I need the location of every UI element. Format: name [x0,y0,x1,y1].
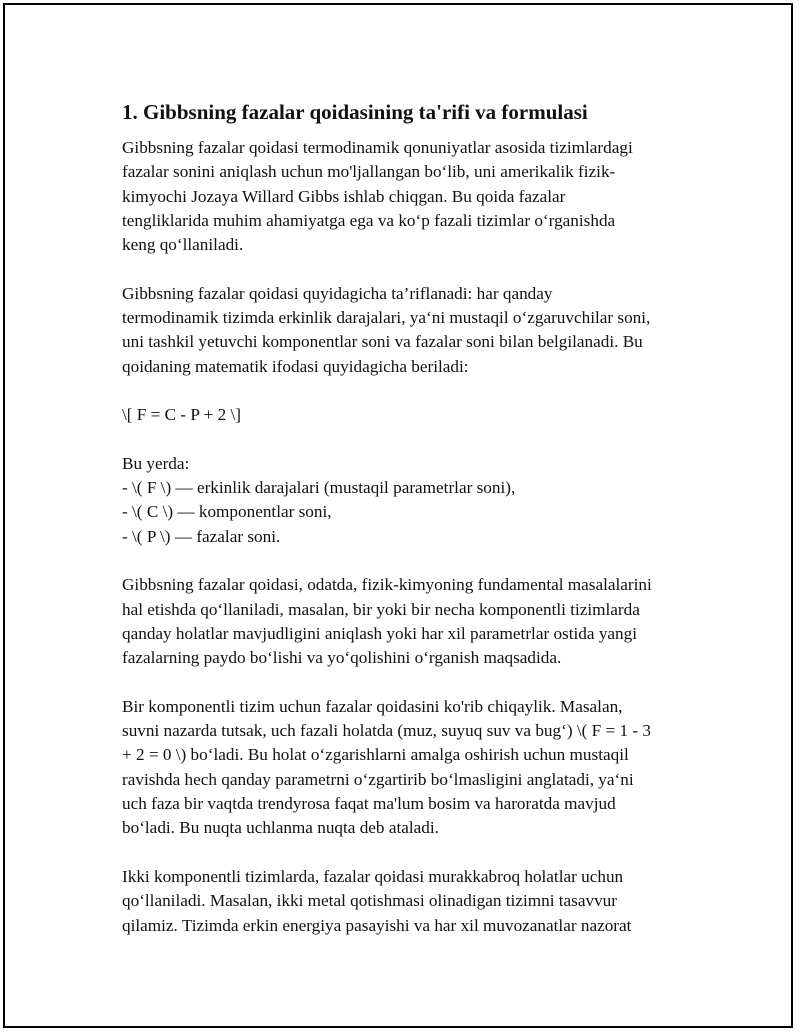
formula: \[ F = C - P + 2 \] [122,405,242,425]
text-line: fazalarning paydo bo‘lishi va yo‘qolishini o‘rganish maqsadida. [122,648,562,668]
text-line: Ikki komponentli tizimlarda, fazalar qoidasi murakkabroq holatlar uchun [122,866,624,886]
text-line: ravishda hech qanday parametrni o‘zgartirib bo‘lmasligini anglatadi, ya‘ni [122,769,634,789]
text-line: kimyochi Jozaya Willard Gibbs ishlab chiqgan. Bu qoida fazalar [122,186,566,206]
paragraph-intro [122,136,702,257]
paragraph-variables [122,452,702,549]
text-line: Gibbsning fazalar qoidasi quyidagicha ta’riflanadi: har qanday [122,283,553,303]
text-line: keng qo‘llaniladi. [122,235,244,255]
text-line: + 2 = 0 \) bo‘ladi. Bu holat o‘zgarishlarni amalga oshirish uchun mustaqil [122,745,629,765]
text-line: hal etishda qo‘llaniladi, masalan, bir yoki bir necha komponentli tizimlarda [122,599,640,619]
document-body [122,97,702,962]
paragraph-applications [122,573,702,670]
text-line: qilamiz. Tizimda erkin energiya pasayishi va har xil muvozanatlar nazorat [122,915,632,935]
text-line: qanday holatlar mavjudligini aniqlash yoki har xil parametrlar ostida yangi [122,623,638,643]
text-line: fazalar sonini aniqlash uchun mo'ljallangan bo‘lib, uni amerikalik fizik- [122,162,616,182]
text-line: termodinamik tizimda erkinlik darajalari, ya‘ni mustaqil o‘zgaruvchilar soni, [122,308,651,328]
text-line: Gibbsning fazalar qoidasi, odatda, fizik-kimyoning fundamental masalalarini [122,575,652,595]
text-line: Bir komponentli tizim uchun fazalar qoidasini ko'rib chiqaylik. Masalan, [122,696,623,716]
list-item: - \( C \) — komponentlar soni, [122,502,332,522]
text-line: bo‘ladi. Bu nuqta uchlanma nuqta deb ataladi. [122,818,439,838]
list-item: - \( P \) — fazalar soni. [122,526,281,546]
text-line: uni tashkil yetuvchi komponentlar soni va fazalar soni bilan belgilanadi. Bu [122,332,643,352]
text-line: Bu yerda: [122,453,190,473]
list-item: - \( F \) — erkinlik darajalari (mustaqil parametrlar soni), [122,478,516,498]
text-line: uch faza bir vaqtda trendyrosa faqat ma'lum bosim va haroratda mavjud [122,794,616,814]
text-line: tengliklarida muhim ahamiyatga ega va ko‘p fazali tizimlar o‘rganishda [122,210,616,230]
text-line: qoidaning matematik ifodasi quyidagicha beriladi: [122,356,469,376]
page-frame [3,3,793,1028]
paragraph-one-component [122,695,702,841]
text-line: suvni nazarda tutsak, uch fazali holatda (muz, suyuq suv va bug‘) \( F = 1 - 3 [122,721,652,741]
section-heading: 1. Gibbsning fazalar qoidasining ta'rifi va formulasi [122,100,588,124]
paragraph-two-component [122,865,702,938]
paragraph-definition [122,282,702,379]
text-line: Gibbsning fazalar qoidasi termodinamik qonuniyatlar asosida tizimlardagi [122,138,633,157]
text-line: qo‘llaniladi. Masalan, ikki metal qotishmasi olinadigan tizimni tasavvur [122,891,617,911]
